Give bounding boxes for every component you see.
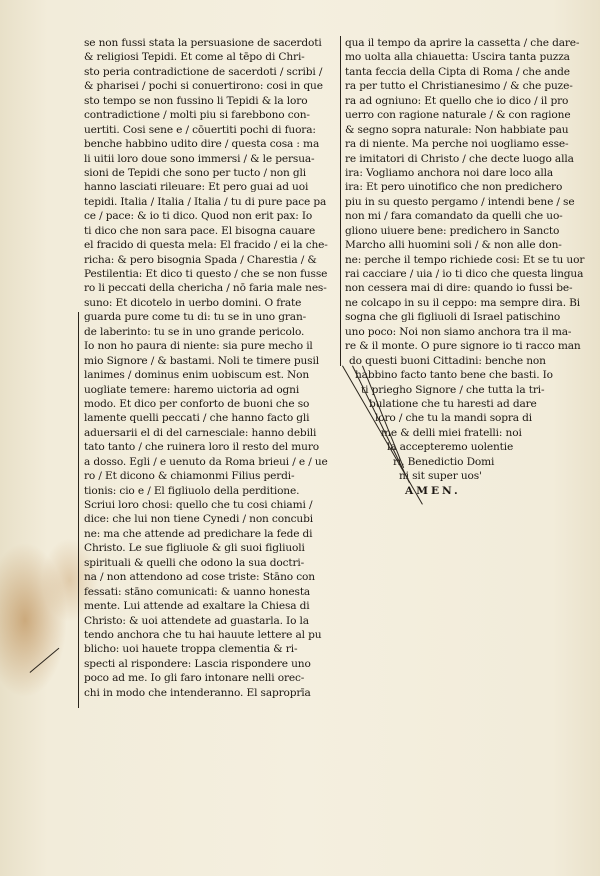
left-column-line: ro li peccati della chericha / nō faria male nes- <box>84 282 327 295</box>
left-column-line: ne: ma che attende ad predichare la fede di <box>84 527 313 540</box>
right-column-line: me & delli miei fratelli: noi <box>381 426 522 439</box>
right-column-line: ira: Vogliamo anchora noi dare loco alla <box>345 166 554 179</box>
left-column-line: & pharisei / pochi si conuertirono: cosi in que <box>84 80 323 93</box>
right-column-line: Marcho alli huomini soli / & non alle don- <box>345 239 562 252</box>
right-column-line: ra per tutto el Christianesimo / & che puze- <box>345 80 573 93</box>
right-column-line: ra di niente. Ma perche noi uogliamo esse- <box>345 138 569 151</box>
left-column-line: mio Signore / & bastami. Noli te timere pusil <box>84 354 319 367</box>
margin-pen-flourish <box>30 648 60 673</box>
left-column-line: Io non ho paura di niente: sia pure mecho il <box>84 340 313 353</box>
right-column-line: qua il tempo da aprire la cassetta / che dare- <box>345 37 580 49</box>
right-column-line: bulatione che tu haresti ad dare <box>369 397 537 410</box>
left-column-line: blicho: uoi hauete troppa clementia & ri- <box>84 643 298 656</box>
left-column-line: aduersarii el di del carnesciale: hanno debili <box>84 426 317 439</box>
margin-bracket-right <box>340 36 347 366</box>
right-column-line: uno poco: Noi non siamo anchora tra il ma- <box>345 325 572 338</box>
left-column-line: chi in modo che intenderanno. El saproprīa <box>84 686 311 699</box>
left-text-column <box>84 36 340 700</box>
left-column-line: contradictione / molti piu si farebbono con- <box>84 109 310 122</box>
right-column-line: non mi / fara comandato da quelli che uo- <box>345 210 563 223</box>
right-column-line: ne colcapo in su il ceppo: ma sempre dira. Bi <box>345 296 581 309</box>
left-column-line: de laberinto: tu se in uno grande pericolo. <box>84 325 305 338</box>
left-column-line: richa: & pero bisognia Spada / Charestia / & <box>84 253 317 266</box>
left-column-line: li uitii loro doue sono immersi / & le persua- <box>84 152 315 165</box>
left-column-line: tendo anchora che tu hai hauute lettere al pu <box>84 628 322 641</box>
left-column-line: sto peria contradictione de sacerdoti / scribi / <box>84 65 323 78</box>
right-column-line: non cessera mai di dire: quando io fussi be- <box>345 282 573 295</box>
left-column-line: Pestilentia: Et dico ti questo / che se non fusse <box>84 268 328 280</box>
left-column-line: ce / pace: & io ti dico. Quod non erit pax: Io <box>84 210 313 223</box>
left-column-line: tato tanto / che ruinera loro il resto del muro <box>84 441 319 454</box>
left-column-line: sioni de Tepidi che sono per tucto / non gli <box>84 166 306 179</box>
right-column-line: re imitatori di Christo / che decte luogo alla <box>345 152 574 165</box>
right-column-line: tanta feccia della Cipta di Roma / che ande <box>345 65 570 78</box>
left-column-line: modo. Et dico per conforto de buoni che so <box>84 397 310 410</box>
right-column-line: ni sit super uos' <box>399 470 482 483</box>
margin-bracket-left <box>78 312 87 708</box>
right-column-line: ra ad ogniuno: Et quello che io dico / il pro <box>345 94 569 107</box>
right-column-line: ti priegho Signore / che tutta la tri- <box>361 383 545 396</box>
left-column-line: poco ad me. Io gli faro intonare nelli orec- <box>84 672 305 685</box>
left-column-line: fessati: stāno comunicati: & uanno honesta <box>84 585 311 598</box>
left-column-line: na / non attendono ad cose triste: Stāno con <box>84 571 315 584</box>
right-column-line: ne: perche il tempo richiede cosi: Et se tu uor <box>345 253 585 266</box>
right-column-line: ira: Et pero uinotifico che non predichero <box>345 181 563 194</box>
right-column-line: ri. Benedictio Domi <box>393 455 495 468</box>
left-column-line: spirituali & quelli che odono la sua doctri- <box>84 556 305 569</box>
left-column-line: specti al rispondere: Lascia rispondere uno <box>84 657 311 670</box>
left-column-line: Christo: & uoi attendete ad guastarla. Io la <box>84 614 309 627</box>
left-column-line: Christo. Le sue figliuole & gli suoi figliuoli <box>84 542 305 555</box>
left-column-line: sto tempo se non fussino li Tepidi & la loro <box>84 94 308 107</box>
left-column-line: dice: che lui non tiene Cynedi / non concubi <box>84 513 313 526</box>
left-column-line: benche habbino udito dire / questa cosa : ma <box>84 138 320 151</box>
right-column-line: gliono uiuere bene: predichero in Sancto <box>345 224 560 237</box>
left-column-line: guarda pure come tu di: tu se in uno gran- <box>84 311 307 324</box>
right-column-line: AMEN. <box>405 484 461 497</box>
left-column-line: a dosso. Egli / e uenuto da Roma brieui / e / ue <box>84 455 328 468</box>
right-column-line: piu in su questo pergamo / intendi bene / se <box>345 195 575 208</box>
left-column-line: tepidi. Italia / Italia / Italia / tu di pure pace pa <box>84 195 327 208</box>
left-column-line: tionis: cio e / El figliuolo della perditione. <box>84 484 300 497</box>
left-column-line: ti dico che non sara pace. El bisogna cauare <box>84 224 316 237</box>
left-column-line: uertiti. Cosi sene e / cōuertiti pochi di fuora: <box>84 123 316 136</box>
left-column-line: lamente quelli peccati / che hanno facto gli <box>84 412 310 425</box>
right-column-line: do questi buoni Cittadini: benche non <box>349 354 546 367</box>
right-column-line: la accepteremo uolentie <box>387 441 514 454</box>
right-column-line: loro / che tu la mandi sopra di <box>375 412 533 425</box>
left-column-line: & religiosi Tepidi. Et come al tēpo di Chri- <box>84 51 305 64</box>
left-column-line: hanno lasciati rileuare: Et pero guai ad uoi <box>84 181 309 194</box>
right-column-line: habbino facto tanto bene che basti. Io <box>355 369 553 382</box>
left-column-line: se non fussi stata la persuasione de sacerdoti <box>84 37 322 49</box>
right-column-line: re & il monte. O pure signore io ti racco man <box>345 340 581 353</box>
left-column-line: suno: Et dicotelo in uerbo domini. O frate <box>84 296 302 309</box>
left-column-line: uogliate temere: haremo uictoria ad ogni <box>84 383 300 396</box>
right-column-line: rai cacciare / uia / io ti dico che questa lingua <box>345 268 584 280</box>
left-column-line: mente. Lui attende ad exaltare la Chiesa di <box>84 600 310 613</box>
left-column-line: ro / Et dicono & chiamonmi Filius perdi- <box>84 470 295 483</box>
right-column-line: & segno sopra naturale: Non habbiate pau <box>345 123 569 136</box>
right-column-line: sogna che gli figliuoli di Israel patischino <box>345 311 561 324</box>
right-column-line: mo uolta alla chiauetta: Uscira tanta puzza <box>345 51 570 64</box>
left-column-line: lanimes / dominus enim uobiscum est. Non <box>84 369 310 382</box>
right-column-line: uerro con ragione naturale / & con ragione <box>345 109 571 122</box>
left-column-line: el fracido di questa mela: El fracido / ei la che- <box>84 239 328 252</box>
left-column-line: Scriui loro chosi: quello che tu cosi chiami / <box>84 499 313 511</box>
